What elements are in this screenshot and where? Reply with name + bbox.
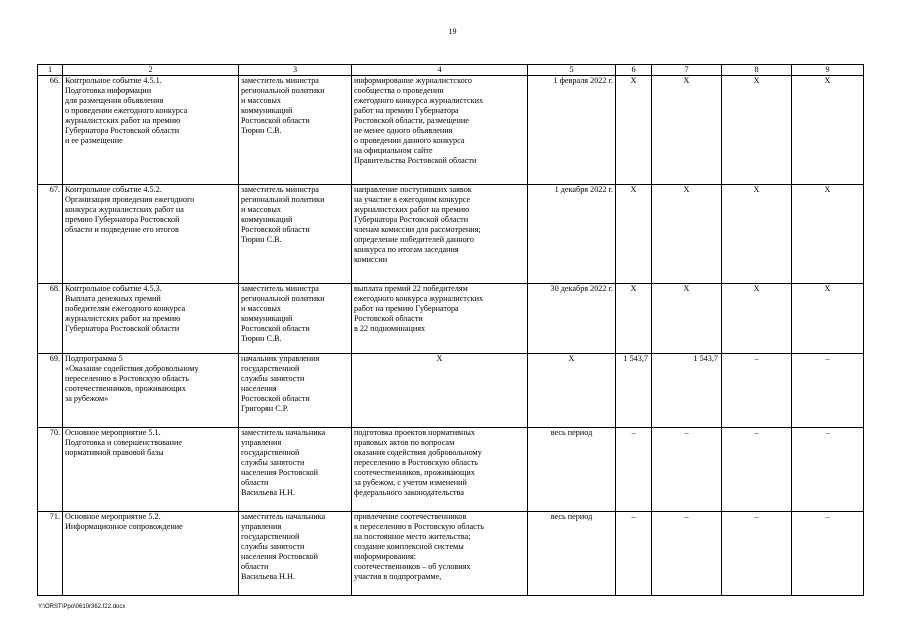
event-cell: Контрольное событие 4.5.1. Подготовка информации для размещения объявления о проведении ежегодного конкурса журналистских работ на премию Губернатора Ростовской области и ее размещение: [63, 76, 239, 185]
column-header: 4: [352, 65, 528, 76]
value-cell: Х: [616, 76, 652, 185]
row-number: 69.: [38, 354, 63, 428]
result-cell: подготовка проектов нормативных правовых актов по вопросам оказания содействия добровольному переселению в Ростовскую область соотечественников, проживающих за рубежом, с учетом изменений федерального законодательства: [352, 428, 528, 512]
value-cell: –: [792, 512, 864, 596]
date-cell: 30 декабря 2022 г.: [528, 284, 616, 354]
result-cell: направление поступивших заявок на участие в ежегодном конкурсе журналистских работ на премию Губернатора Ростовской области членам комиссии для рассмотрения; определение победителей данного конкурса по итогам заседания комиссии: [352, 185, 528, 284]
program-table: [37, 64, 864, 596]
result-cell: выплата премий 22 победителям ежегодного конкурса журналистских работ на премию Губернатора Ростовской области в 22 подноминациях: [352, 284, 528, 354]
row-number: 70.: [38, 428, 63, 512]
responsible-cell: заместитель начальника управления государственной службы занятости населения Ростовской области Васильева Н.Н.: [239, 512, 352, 596]
event-cell: Основное мероприятие 5.2. Информационное сопровождение: [63, 512, 239, 596]
row-number: 68.: [38, 284, 63, 354]
row-number: 66.: [38, 76, 63, 185]
value-cell: Х: [652, 76, 722, 185]
value-cell: Х: [792, 76, 864, 185]
value-cell: Х: [652, 284, 722, 354]
result-cell: привлечение соотечественников к переселению в Ростовскую область на постоянное место жительства; создание комплексной системы информирования: соотечественников – об условиях участия в подпрограмме,: [352, 512, 528, 596]
column-header: 3: [239, 65, 352, 76]
value-cell: Х: [792, 284, 864, 354]
value-cell: –: [616, 512, 652, 596]
date-cell: 1 февраля 2022 г.: [528, 76, 616, 185]
value-cell: –: [792, 354, 864, 428]
table-row: [38, 428, 864, 512]
column-header: 1: [38, 65, 63, 76]
value-cell: –: [722, 428, 792, 512]
column-header: 8: [722, 65, 792, 76]
value-cell: Х: [722, 76, 792, 185]
value-cell: 1 543,7: [616, 354, 652, 428]
result-cell: информирование журналистского сообщества о проведении ежегодного конкурса журналистских работ на премию Губернатора Ростовской области, размещение не менее одного объявления о проведении данного конкурса на официальном сайте Правительства Ростовской области: [352, 76, 528, 185]
column-header: 6: [616, 65, 652, 76]
table-row: [38, 284, 864, 354]
event-cell: Контрольное событие 4.5.2. Организация проведения ежегодного конкурса журналистских работ на премию Губернатора Ростовской области и подведение его итогов: [63, 185, 239, 284]
value-cell: Х: [616, 185, 652, 284]
table-row: [38, 354, 864, 428]
value-cell: Х: [722, 185, 792, 284]
row-number: 71.: [38, 512, 63, 596]
value-cell: –: [652, 428, 722, 512]
event-cell: Основное мероприятие 5.1. Подготовка и совершенствование нормативной правовой базы: [63, 428, 239, 512]
column-header: 9: [792, 65, 864, 76]
result-cell: Х: [352, 354, 528, 428]
header-row: [38, 65, 864, 76]
value-cell: Х: [792, 185, 864, 284]
table-row: [38, 185, 864, 284]
row-number: 67.: [38, 185, 63, 284]
date-cell: весь период: [528, 428, 616, 512]
column-header: 5: [528, 65, 616, 76]
column-header: 7: [652, 65, 722, 76]
column-header: 2: [63, 65, 239, 76]
value-cell: –: [722, 512, 792, 596]
event-cell: Подпрограмма 5 «Оказание содействия добровольному переселению в Ростовскую область соотечественников, проживающих за рубежом»: [63, 354, 239, 428]
page-number: 19: [448, 27, 457, 36]
value-cell: –: [652, 512, 722, 596]
date-cell: 1 декабря 2022 г.: [528, 185, 616, 284]
date-cell: весь период: [528, 512, 616, 596]
responsible-cell: заместитель министра региональной политики и массовых коммуникаций Ростовской области Тюрин С.В.: [239, 185, 352, 284]
table-row: [38, 76, 864, 185]
event-cell: Контрольное событие 4.5.3. Выплата денежных премий победителям ежегодного конкурса журналистских работ на премию Губернатора Ростовской области: [63, 284, 239, 354]
value-cell: –: [722, 354, 792, 428]
date-cell: Х: [528, 354, 616, 428]
value-cell: Х: [616, 284, 652, 354]
document-path: Y:\ORST\Ppo\0610r362.f22.docx: [38, 604, 126, 610]
responsible-cell: заместитель начальника управления государственной службы занятости населения Ростовской области Васильева Н.Н.: [239, 428, 352, 512]
value-cell: Х: [722, 284, 792, 354]
value-cell: Х: [652, 185, 722, 284]
table-row: [38, 512, 864, 596]
value-cell: –: [616, 428, 652, 512]
responsible-cell: заместитель министра региональной политики и массовых коммуникаций Ростовской области Тюрин С.В.: [239, 284, 352, 354]
value-cell: 1 543,7: [652, 354, 722, 428]
responsible-cell: заместитель министра региональной политики и массовых коммуникаций Ростовской области Тюрин С.В.: [239, 76, 352, 185]
value-cell: –: [792, 428, 864, 512]
responsible-cell: начальник управления государственной службы занятости населения Ростовской области Григорян С.Р.: [239, 354, 352, 428]
